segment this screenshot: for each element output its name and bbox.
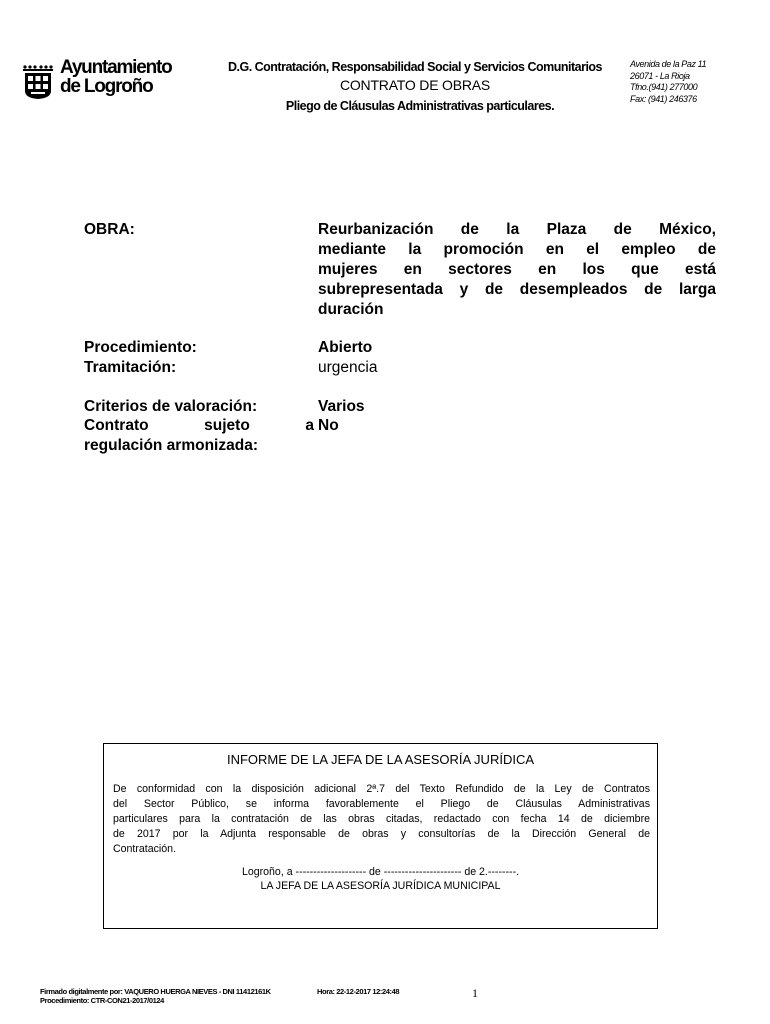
address-phone: Tfno.(941) 277000	[630, 82, 698, 92]
footer-time: Hora: 22-12-2017 12:24:48	[317, 987, 400, 996]
tramitacion-value: urgencia	[318, 359, 378, 376]
obra-label: OBRA:	[84, 221, 135, 238]
report-title: INFORME DE LA JEFA DE LA ASESORÍA JURÍDICA	[226, 752, 535, 767]
logo-line1: Ayuntamiento	[60, 57, 172, 78]
address-city: 26071 - La Rioja	[630, 70, 690, 81]
obra-line: subrepresentada y de desempleados de larga	[318, 281, 716, 298]
header-center	[210, 58, 620, 116]
armonizada-word: a	[305, 417, 314, 434]
footer-signature	[40, 987, 271, 1005]
obra-line: mujeres en sectores en los que está	[318, 261, 716, 278]
criterios-value: Varios	[318, 398, 365, 415]
report-signer: LA JEFA DE LA ASESORÍA JURÍDICA MUNICIPAL	[260, 880, 501, 892]
address-fax: Fax: (941) 246376	[630, 93, 697, 104]
armonizada-word: Contrato	[84, 417, 149, 434]
report-line: Contratación.	[113, 843, 177, 855]
report-text	[113, 782, 650, 857]
criterios-label: Criterios de valoración:	[84, 398, 258, 415]
armonizada-value: No	[318, 417, 339, 434]
report-line: del Sector Público, se informa favorablemente el Pliego de Cláusulas Administrativas	[113, 798, 650, 810]
obra-line: duración	[318, 301, 384, 318]
document-subtitle: Pliego de Cláusulas Administrativas particulares.	[285, 99, 555, 113]
address-street: Avenida de la Paz 11	[630, 59, 707, 69]
obra-line: mediante la promoción en el empleo de	[318, 241, 716, 258]
page-number: 1	[472, 986, 478, 1000]
obra-value	[318, 220, 716, 320]
armonizada-label-line2: regulación armonizada:	[84, 437, 258, 454]
ayuntamiento-logo	[22, 58, 194, 102]
armonizada-word: sujeto	[204, 417, 250, 434]
logo-text	[60, 58, 172, 96]
obra-line: Reurbanización de la Plaza de México,	[318, 221, 716, 238]
report-line: de 2017 por la Adjunta responsable de obras y consultorías de la Dirección General de	[113, 828, 650, 840]
report-line: De conformidad con la disposición adicional 2ª.7 del Texto Refundido de la Ley de Contratos	[113, 783, 650, 795]
logo-line2: de Logroño	[60, 76, 153, 97]
header-address	[630, 59, 706, 105]
report-line: particulares para la contratación de las obras citadas, redactado con fecha 14 de diciembre	[113, 813, 650, 825]
footer-procedure: Procedimiento: CTR-CON21-2017/0124	[40, 996, 164, 1005]
coat-of-arms-icon	[22, 64, 54, 100]
armonizada-label-line1	[84, 416, 314, 436]
legal-report-box	[103, 743, 658, 929]
report-signature	[104, 865, 657, 893]
department-name: D.G. Contratación, Responsabilidad Social y Servicios Comunitarios	[227, 60, 603, 74]
report-place-date: Logroño, a -------------------- de ---------------------- de 2.--------.	[241, 866, 520, 878]
procedimiento-value: Abierto	[318, 339, 373, 356]
document-title: CONTRATO DE OBRAS	[339, 77, 491, 93]
tramitacion-label: Tramitación:	[84, 359, 177, 376]
procedimiento-label: Procedimiento:	[84, 339, 197, 356]
footer-signed-by: Firmado digitalmente por: VAQUERO HUERGA NIEVES - DNI 11412161K	[40, 987, 271, 996]
